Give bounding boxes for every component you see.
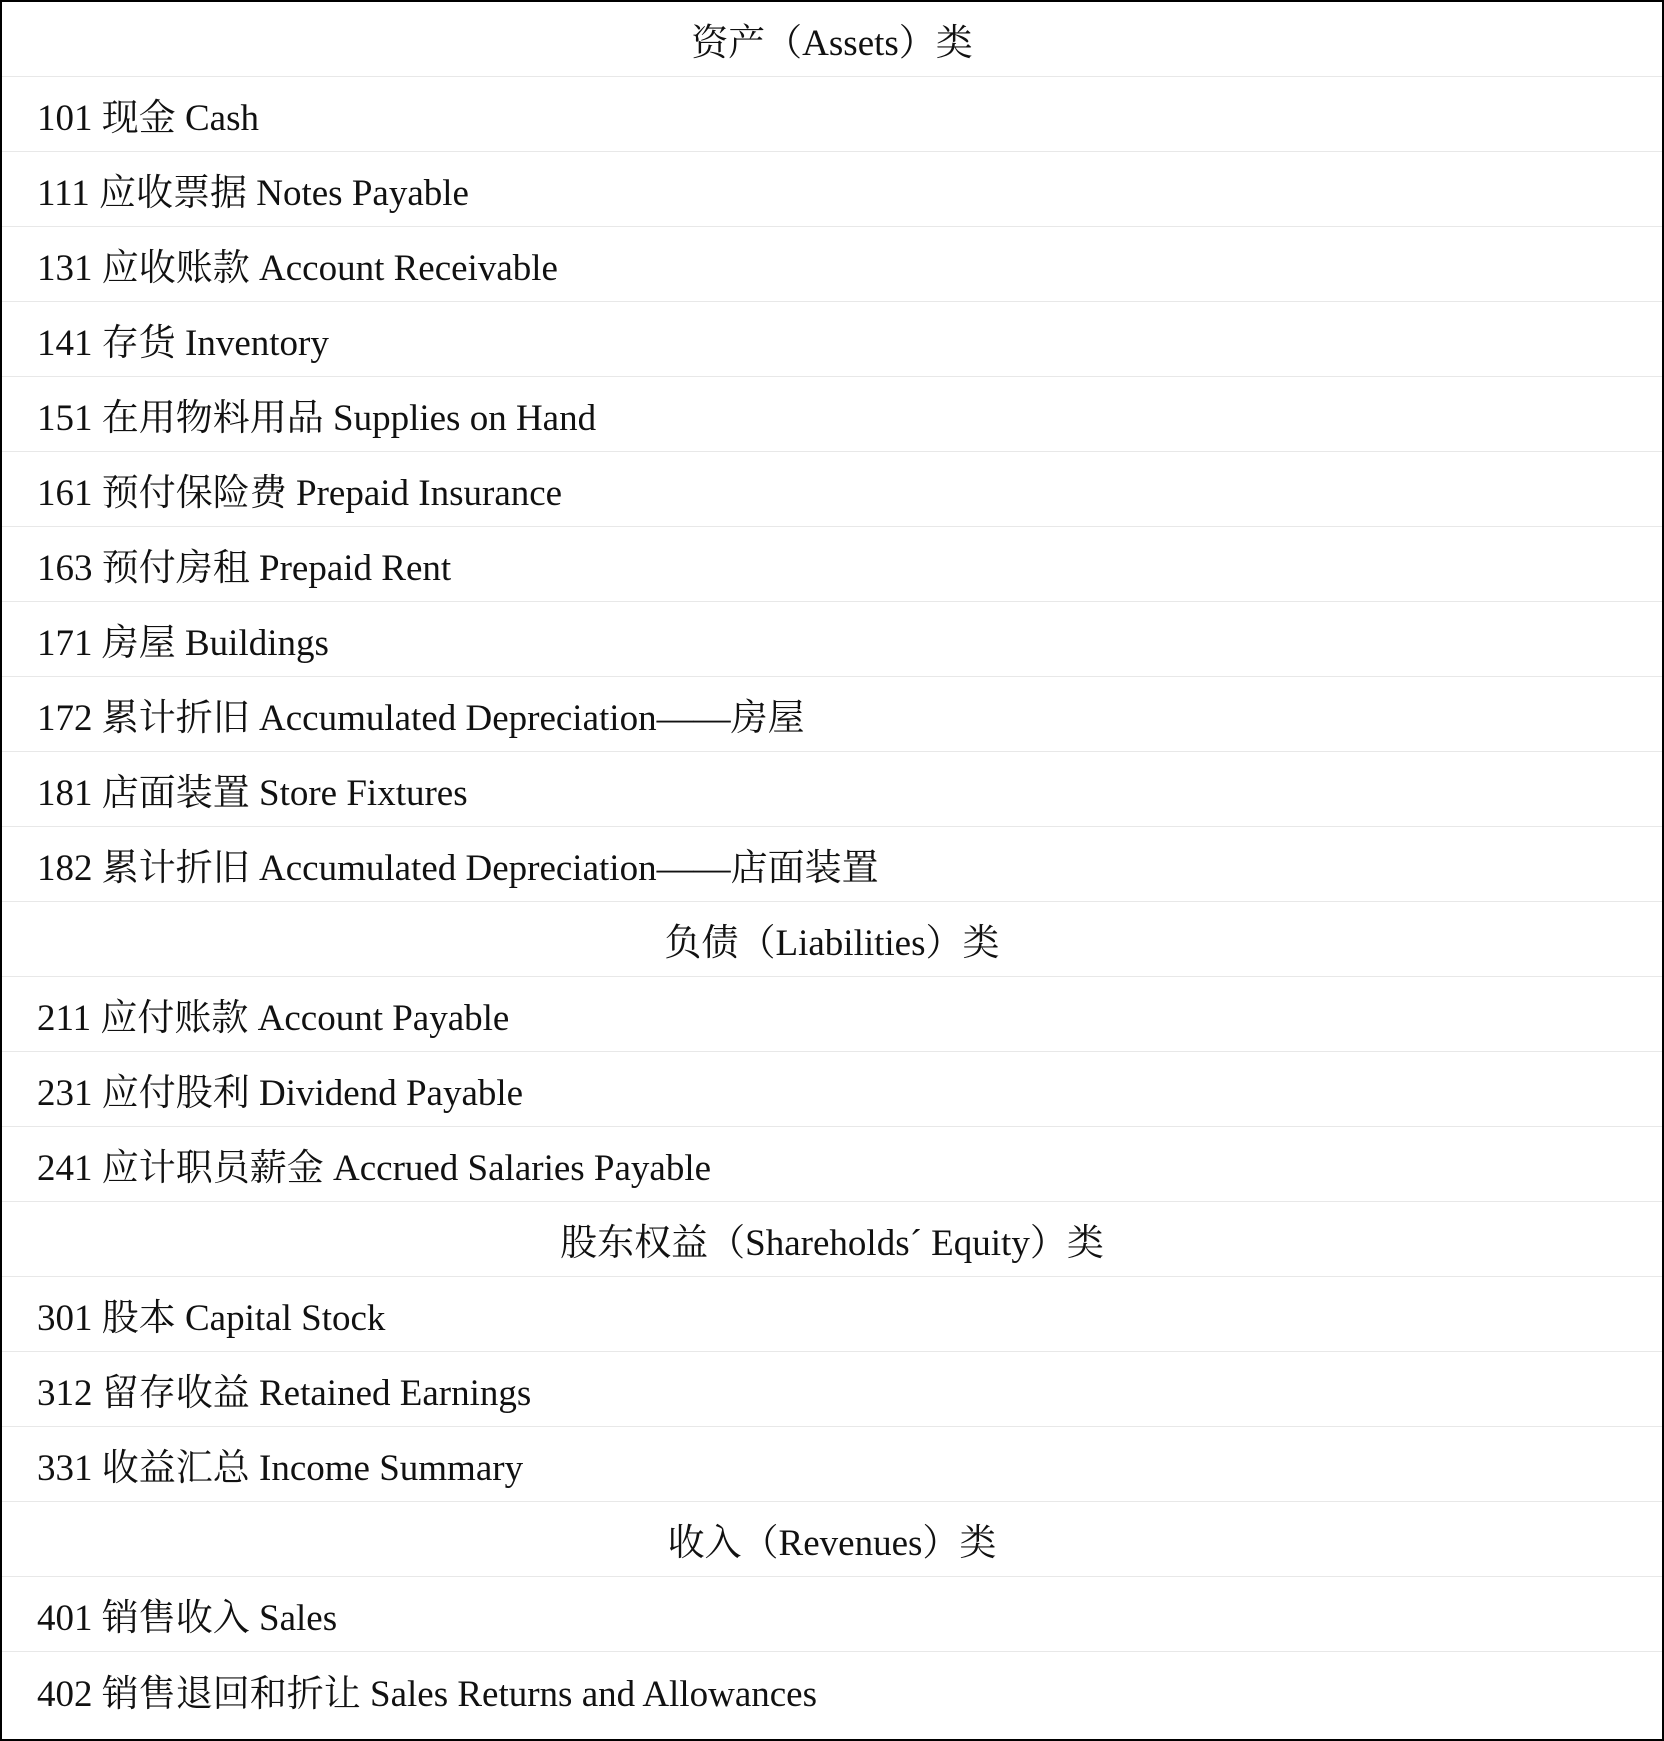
account-row: 211 应付账款 Account Payable	[2, 977, 1662, 1052]
account-row: 402 销售退回和折让 Sales Returns and Allowances	[37, 1673, 817, 1715]
account-row: 101 现金 Cash	[2, 77, 1662, 152]
account-row: 182 累计折旧 Accumulated Depreciation——店面装置	[2, 827, 1662, 902]
section-heading-equity: 股东权益（Shareholds´ Equity）类	[2, 1202, 1662, 1277]
account-row: 312 留存收益 Retained Earnings	[2, 1352, 1662, 1427]
account-row: 331 收益汇总 Income Summary	[2, 1427, 1662, 1502]
account-row: 172 累计折旧 Accumulated Depreciation——房屋	[2, 677, 1662, 752]
section-heading-liabilities: 负债（Liabilities）类	[2, 902, 1662, 977]
account-row: 241 应计职员薪金 Accrued Salaries Payable	[2, 1127, 1662, 1202]
account-row: 141 存货 Inventory	[2, 302, 1662, 377]
account-row: 151 在用物料用品 Supplies on Hand	[2, 377, 1662, 452]
account-row: 161 预付保险费 Prepaid Insurance	[2, 452, 1662, 527]
account-row: 401 销售收入 Sales	[2, 1577, 1662, 1652]
account-row: 131 应收账款 Account Receivable	[2, 227, 1662, 302]
account-row: 181 店面装置 Store Fixtures	[2, 752, 1662, 827]
account-row: 171 房屋 Buildings	[2, 602, 1662, 677]
section-heading-revenues: 收入（Revenues）类	[2, 1502, 1662, 1577]
section-heading-assets: 资产（Assets）类	[2, 2, 1662, 77]
account-row: 231 应付股利 Dividend Payable	[2, 1052, 1662, 1127]
account-row: 301 股本 Capital Stock	[2, 1277, 1662, 1352]
account-row: 163 预付房租 Prepaid Rent	[2, 527, 1662, 602]
account-row: 111 应收票据 Notes Payable	[2, 152, 1662, 227]
